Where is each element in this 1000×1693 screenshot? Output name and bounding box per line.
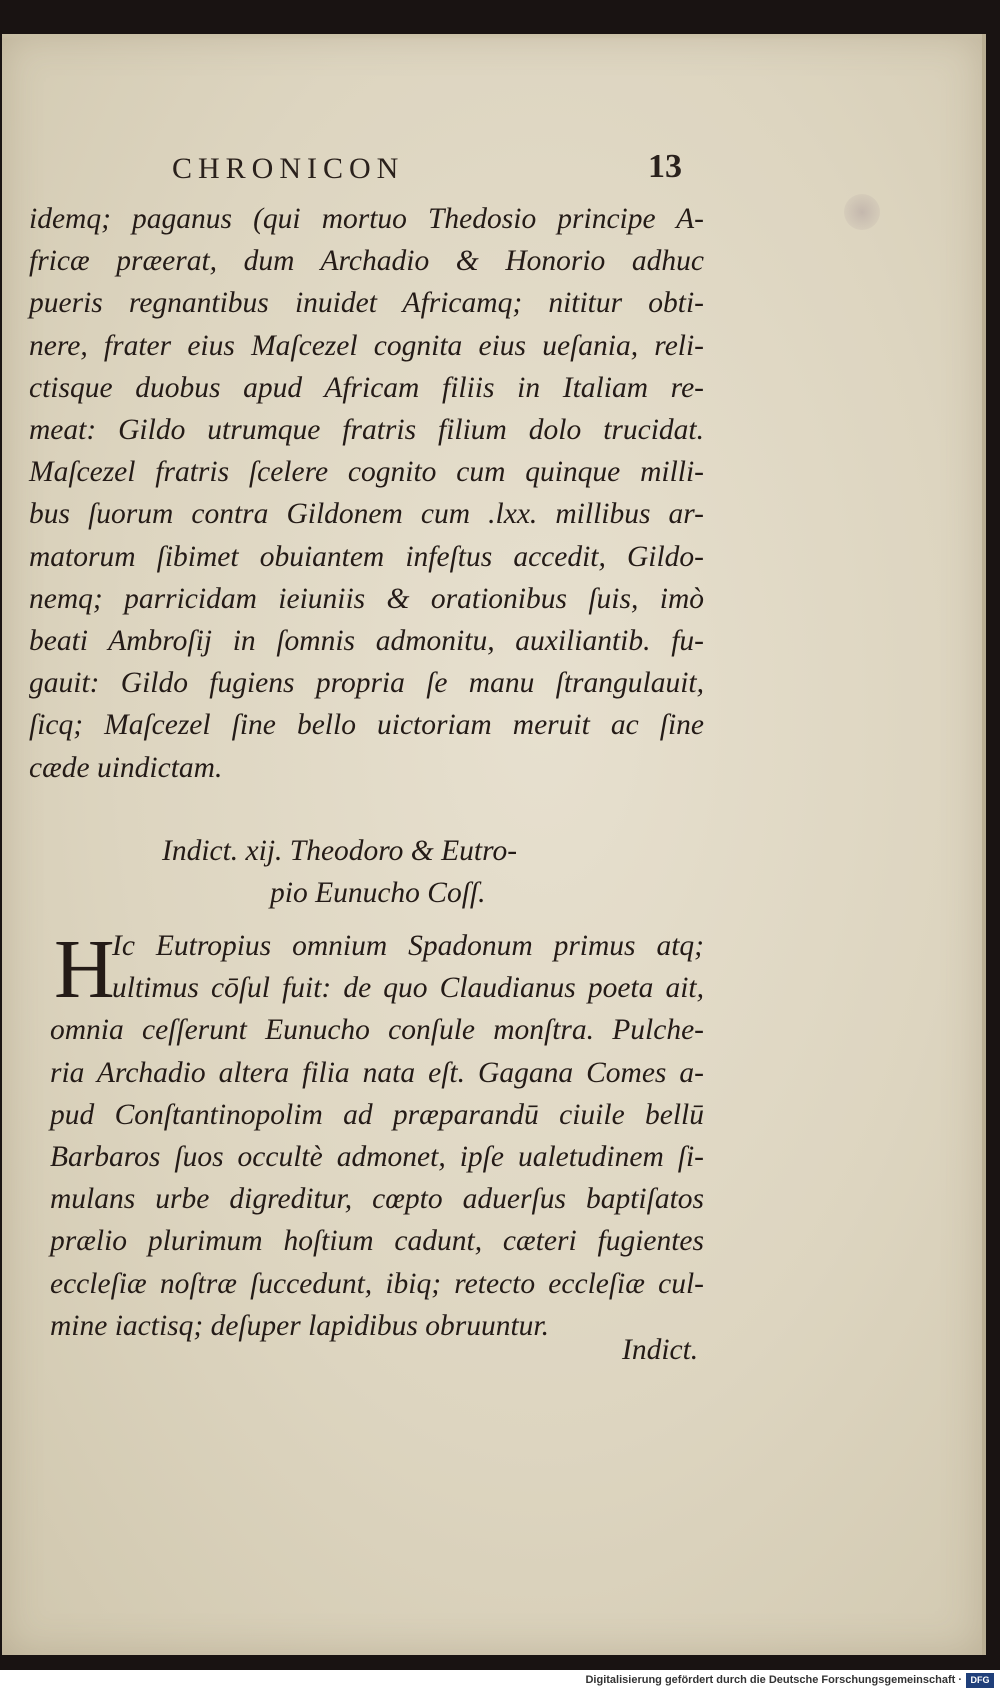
text-line: ſicq; Maſcezel ſine bello uictoriam meruit ac ſine <box>29 709 704 742</box>
text-line: mine iactisq; deſuper lapidibus obruuntur. <box>50 1309 550 1342</box>
heading-line: Indict. xij. Theodoro & Eutro- <box>162 835 518 867</box>
drop-cap: H <box>54 923 115 1016</box>
text-line: matorum ſibimet obuiantem infeſtus accedit, Gildo- <box>29 540 704 573</box>
text-line: eccleſiæ noſtræ ſuccedunt, ibiq; retecto eccleſiæ cul- <box>50 1267 704 1300</box>
paragraph-2 <box>50 925 704 1347</box>
text-line: meat: Gildo utrumque fratris filium dolo trucidat. <box>29 414 704 447</box>
text-line: Ic Eutropius omnium Spadonum primus atq; <box>112 930 704 962</box>
text-line: omnia ceſſerunt Eunucho conſule monſtra. Pulche- <box>50 1014 704 1047</box>
text-line: ria Archadio altera filia nata eſt. Gagana Comes a- <box>50 1056 704 1089</box>
book-page <box>2 34 986 1655</box>
text-line: gauit: Gildo fugiens propria ſe manu ſtrangulauit, <box>29 667 704 700</box>
footer-bar <box>0 1670 1000 1693</box>
paragraph-1 <box>29 198 704 789</box>
text-line: pueris regnantibus inuidet Africamq; nititur obti- <box>29 287 704 320</box>
text-line: pud Conſtantinopolim ad præparandū ciuile bellū <box>50 1098 704 1131</box>
text-line: prælio plurimum hoſtium cadunt, cæteri fugientes <box>50 1225 704 1258</box>
section-heading <box>162 830 642 914</box>
text-line: ultimus cōſul fuit: de quo Claudianus poeta ait, <box>112 972 704 1005</box>
text-line: bus ſuorum contra Gildonem cum .lxx. millibus ar- <box>29 498 704 531</box>
catchword: Indict. <box>622 1334 699 1366</box>
text-line: cæde uindictam. <box>29 751 223 784</box>
text-line: Barbaros ſuos occultè admonet, ipſe ualetudinem ſi- <box>50 1141 704 1174</box>
text-line: nere, frater eius Maſcezel cognita eius ueſania, reli- <box>29 329 704 362</box>
text-line: mulans urbe digreditur, cœpto aduerſus baptiſatos <box>50 1183 704 1216</box>
funding-credit: Digitalisierung gefördert durch die Deutsche Forschungsgemeinschaft · <box>585 1674 962 1686</box>
text-line: beati Ambroſij in ſomnis admonitu, auxiliantib. fu- <box>29 625 704 658</box>
text-line: fricæ præerat, dum Archadio & Honorio adhuc <box>29 245 704 278</box>
page-edge <box>2 34 982 40</box>
heading-line: pio Eunucho Coſſ. <box>270 877 486 909</box>
text-line: idemq; paganus (qui mortuo Thedosio principe A- <box>29 203 704 235</box>
text-line: nemq; parricidam ieiuniis & orationibus ſuis, imò <box>29 582 704 615</box>
dfg-logo: DFG <box>966 1673 994 1688</box>
text-line: Maſcezel fratris ſcelere cognito cum quinque milli- <box>29 456 704 489</box>
text-line: ctisque duobus apud Africam filiis in Italiam re- <box>29 371 704 404</box>
running-head: CHRONICON <box>172 152 405 185</box>
page-number: 13 <box>648 148 682 185</box>
paper-stain <box>844 194 880 230</box>
